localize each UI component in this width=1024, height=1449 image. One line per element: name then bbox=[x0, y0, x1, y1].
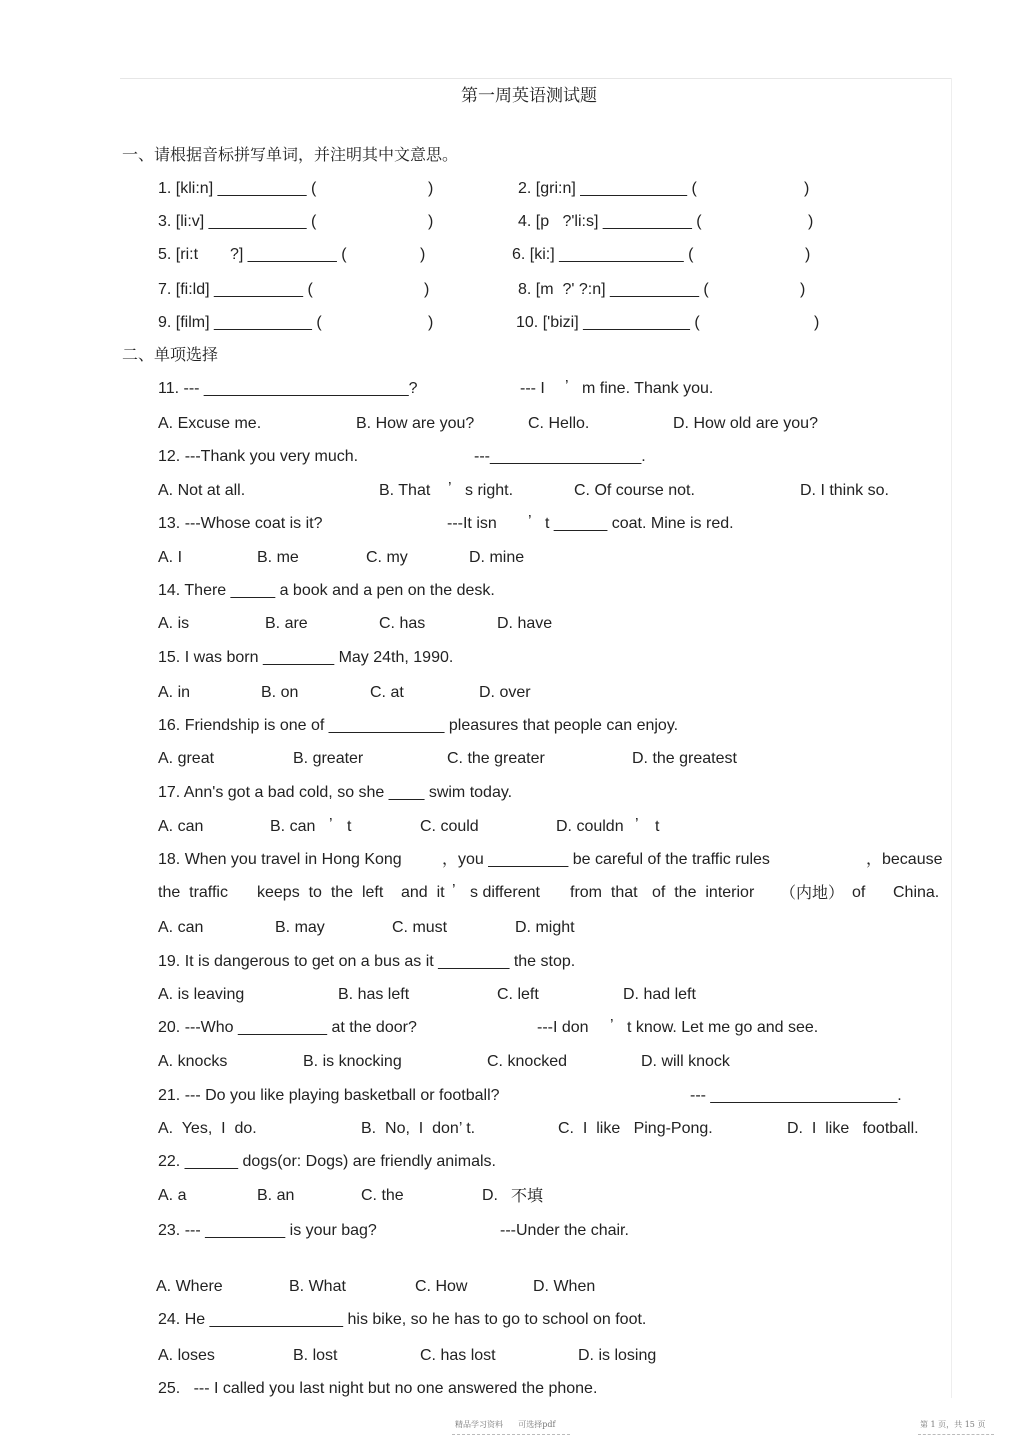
option: C. could bbox=[420, 818, 479, 835]
question-text: 3. [li:v] ___________ ( bbox=[158, 213, 317, 230]
question-text: ，because bbox=[866, 851, 943, 868]
question-text: of bbox=[852, 884, 866, 901]
answer-text: t ______ coat. Mine is red. bbox=[545, 515, 734, 532]
option: B. may bbox=[275, 919, 325, 936]
question-text: 22. ______ dogs(or: Dogs) are friendly animals. bbox=[158, 1153, 496, 1170]
question-text: 15. I was born ________ May 24th, 1990. bbox=[158, 649, 454, 666]
option: B. me bbox=[257, 549, 299, 566]
option: C. Of course not. bbox=[574, 482, 695, 499]
option: C. has lost bbox=[420, 1347, 496, 1364]
option: A. Yes, I do. bbox=[158, 1120, 257, 1137]
paren-close: ) bbox=[428, 314, 434, 331]
option: A. great bbox=[158, 750, 215, 767]
question-text: of the interior bbox=[652, 884, 755, 901]
question-text: 17. Ann's got a bad cold, so she ____ swim today. bbox=[158, 784, 513, 801]
question-text: 19. It is dangerous to get on a bus as it ________ the stop. bbox=[158, 953, 576, 970]
option: B. lost bbox=[293, 1347, 338, 1364]
section2-heading: 二、单项选择 bbox=[122, 345, 219, 364]
option: t bbox=[655, 818, 660, 835]
option: B. greater bbox=[293, 750, 364, 767]
option: D. I think so. bbox=[800, 482, 889, 499]
apostrophe: ’ bbox=[635, 816, 639, 833]
paren-close: ) bbox=[428, 213, 434, 230]
option: A. loses bbox=[158, 1347, 215, 1364]
question-text: 10. ['bizi] ____________ ( bbox=[516, 314, 700, 331]
right-margin-rule bbox=[951, 78, 952, 1398]
option: B. What bbox=[289, 1278, 346, 1295]
question-text: 20. ---Who __________ at the door? bbox=[158, 1019, 417, 1036]
apostrophe: ’ bbox=[528, 513, 532, 530]
footer-right-underline bbox=[918, 1434, 994, 1435]
question-text: 14. There _____ a book and a pen on the desk. bbox=[158, 582, 495, 599]
paren-close: ) bbox=[814, 314, 820, 331]
question-text: 1. [kli:n] __________ ( bbox=[158, 180, 317, 197]
answer-text: ---It isn bbox=[447, 515, 497, 532]
option: s right. bbox=[465, 482, 514, 499]
answer-text: --- I bbox=[520, 380, 545, 397]
option: A. Excuse me. bbox=[158, 415, 262, 432]
paren-close: ) bbox=[800, 281, 806, 298]
option: A. can bbox=[158, 818, 204, 835]
question-text: 11. --- _______________________? bbox=[158, 380, 418, 397]
option: t bbox=[347, 818, 352, 835]
option: A. a bbox=[158, 1187, 187, 1204]
option: A. knocks bbox=[158, 1053, 228, 1070]
option: D. have bbox=[497, 615, 553, 632]
option: C. the bbox=[361, 1187, 404, 1204]
option: B. an bbox=[257, 1187, 295, 1204]
option: C. How bbox=[415, 1278, 468, 1295]
question-text: 2. [gri:n] ____________ ( bbox=[518, 180, 697, 197]
question-text: 25. --- I called you last night but no one answered the phone. bbox=[158, 1380, 598, 1397]
apostrophe: ’ bbox=[565, 378, 569, 395]
question-text: China. bbox=[893, 884, 940, 901]
option: A. is bbox=[158, 615, 190, 632]
option: C. I like Ping-Pong. bbox=[558, 1120, 713, 1137]
option: D. mine bbox=[469, 549, 525, 566]
apostrophe: ’ bbox=[610, 1017, 614, 1034]
answer-text: ---_________________. bbox=[474, 448, 646, 465]
question-text: s different bbox=[470, 884, 540, 901]
option: B. can bbox=[270, 818, 316, 835]
question-text: the traffic bbox=[158, 884, 228, 901]
option: D. How old are you? bbox=[673, 415, 818, 432]
option: A. can bbox=[158, 919, 204, 936]
option: D. will knock bbox=[641, 1053, 730, 1070]
question-text: ?] __________ ( bbox=[230, 246, 347, 263]
option: 不填 bbox=[511, 1186, 544, 1205]
question-text: 7. [fi:ld] __________ ( bbox=[158, 281, 313, 298]
question-text: keeps to the left bbox=[257, 884, 384, 901]
question-text: and it bbox=[401, 884, 445, 901]
option: C. Hello. bbox=[528, 415, 590, 432]
option: D. the greatest bbox=[632, 750, 737, 767]
paren-close: ) bbox=[420, 246, 426, 263]
apostrophe: ’ bbox=[448, 480, 452, 497]
option: D. When bbox=[533, 1278, 596, 1295]
question-text: 21. --- Do you like playing basketball or football? bbox=[158, 1087, 500, 1104]
question-text: 9. [film] ___________ ( bbox=[158, 314, 322, 331]
option: B. is knocking bbox=[303, 1053, 402, 1070]
footer-page-number: 第 1 页，共 15 页 bbox=[920, 1420, 986, 1429]
option: D. over bbox=[479, 684, 531, 701]
option: A. is leaving bbox=[158, 986, 245, 1003]
option: B. are bbox=[265, 615, 308, 632]
option: C. the greater bbox=[447, 750, 545, 767]
footer-left-underline bbox=[452, 1434, 570, 1435]
option: D. is losing bbox=[578, 1347, 657, 1364]
page-title: 第一周英语测试题 bbox=[461, 86, 597, 106]
question-text: 23. --- _________ is your bag? bbox=[158, 1222, 377, 1239]
answer-text: m fine. Thank you. bbox=[582, 380, 714, 397]
question-text: 18. When you travel in Hong Kong bbox=[158, 851, 402, 868]
question-text: from that bbox=[570, 884, 638, 901]
option: B. That bbox=[379, 482, 431, 499]
option: D. bbox=[482, 1187, 498, 1204]
option: D. had left bbox=[623, 986, 696, 1003]
option: C. knocked bbox=[487, 1053, 568, 1070]
question-text: （内地） bbox=[780, 883, 845, 902]
footer-left-text: 精品学习资料 可选择pdf bbox=[455, 1420, 556, 1429]
option: B. on bbox=[261, 684, 299, 701]
answer-text: --- _____________________. bbox=[690, 1087, 902, 1104]
option: D. couldn bbox=[556, 818, 624, 835]
option: B. How are you? bbox=[356, 415, 475, 432]
option: A. Not at all. bbox=[158, 482, 246, 499]
option: A. in bbox=[158, 684, 191, 701]
question-text: ，you _________ be careful of the traffic rules bbox=[442, 851, 770, 868]
question-text: 8. [m ?' ?:n] __________ ( bbox=[518, 281, 709, 298]
paren-close: ) bbox=[808, 213, 814, 230]
option: D. might bbox=[515, 919, 575, 936]
header-rule bbox=[120, 78, 952, 79]
answer-text: ---I don bbox=[537, 1019, 589, 1036]
option: C. at bbox=[370, 684, 404, 701]
option: C. has bbox=[379, 615, 426, 632]
apostrophe: ’ bbox=[452, 882, 456, 899]
option: C. left bbox=[497, 986, 539, 1003]
question-text: 16. Friendship is one of _____________ pleasures that people can enjoy. bbox=[158, 717, 679, 734]
paren-close: ) bbox=[428, 180, 434, 197]
question-text: 24. He _______________ his bike, so he has to go to school on foot. bbox=[158, 1311, 647, 1328]
option: A. I bbox=[158, 549, 183, 566]
answer-text: ---Under the chair. bbox=[500, 1222, 629, 1239]
option: C. must bbox=[392, 919, 448, 936]
question-text: 6. [ki:] ______________ ( bbox=[512, 246, 694, 263]
paren-close: ) bbox=[805, 246, 811, 263]
answer-text: t know. Let me go and see. bbox=[627, 1019, 819, 1036]
question-text: 13. ---Whose coat is it? bbox=[158, 515, 323, 532]
option: C. my bbox=[366, 549, 408, 566]
option: D. I like football. bbox=[787, 1120, 919, 1137]
option: B. No, I don’ t. bbox=[361, 1120, 476, 1137]
apostrophe: ’ bbox=[329, 816, 333, 833]
paren-close: ) bbox=[424, 281, 430, 298]
paren-close: ) bbox=[804, 180, 810, 197]
question-text: 12. ---Thank you very much. bbox=[158, 448, 359, 465]
option: A. Where bbox=[156, 1278, 223, 1295]
question-text: 5. [ri:t bbox=[158, 246, 199, 263]
option: B. has left bbox=[338, 986, 410, 1003]
section1-heading: 一、请根据音标拼写单词，并注明其中文意思。 bbox=[122, 145, 459, 164]
question-text: 4. [p ?'li:s] __________ ( bbox=[518, 213, 702, 230]
